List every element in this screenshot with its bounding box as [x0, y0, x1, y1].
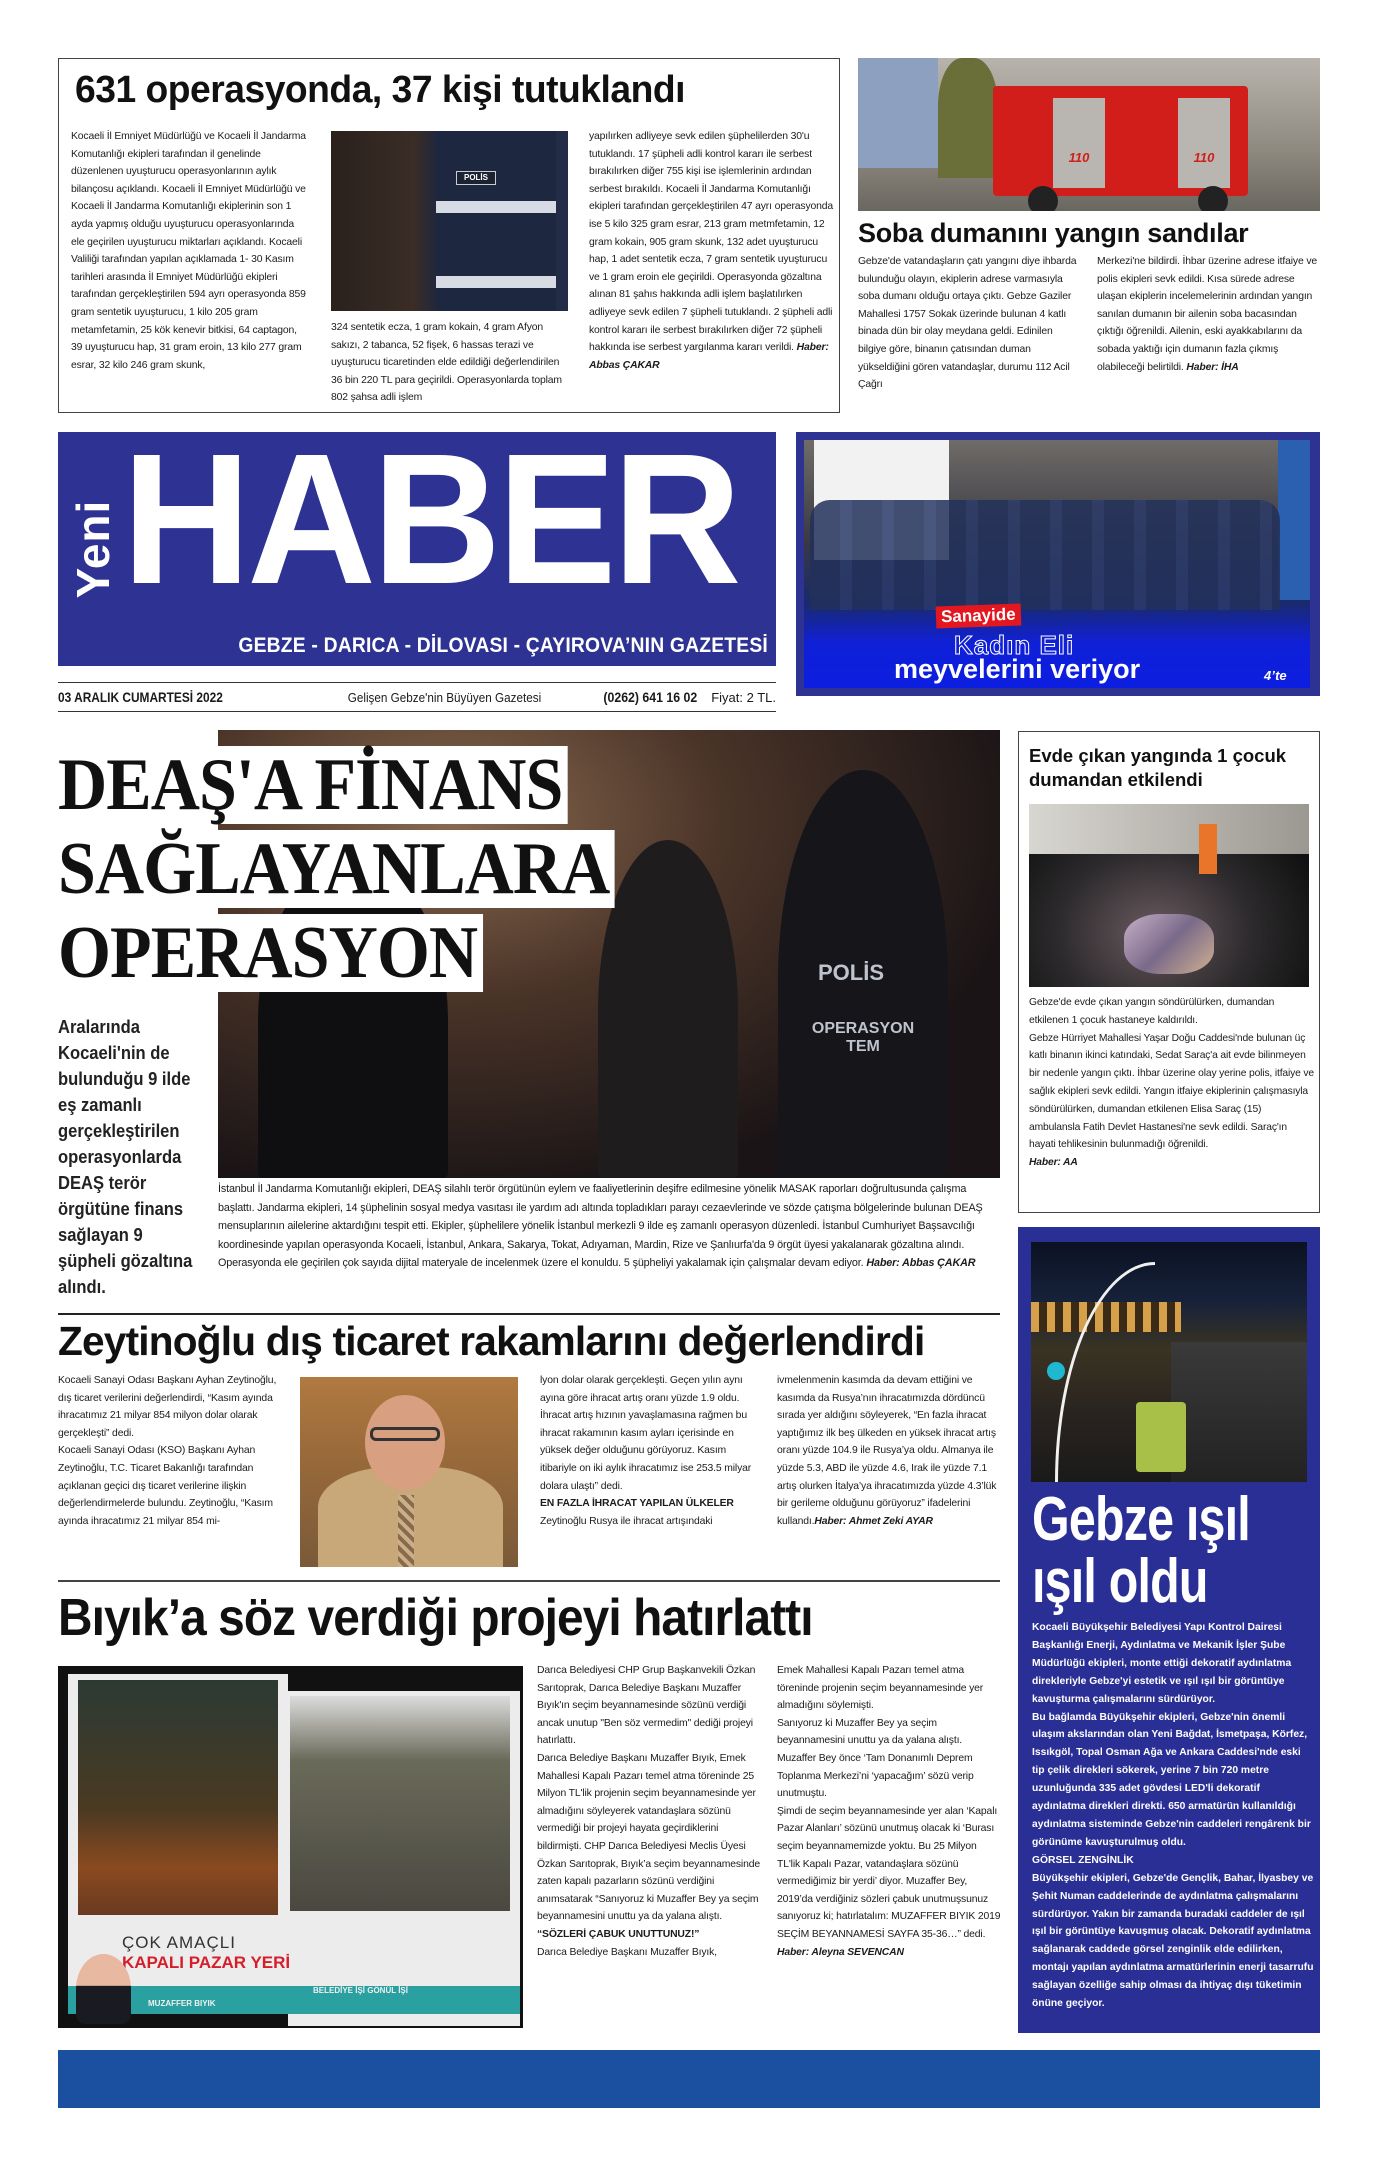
building-graphic	[858, 58, 938, 168]
top-story-column-1: Kocaeli İl Emniyet Müdürlüğü ve Kocaeli İl Jandarma Komutanlığı ekipleri tarafından il genelinde düzenlenen uyuşturucu operasyonlarının aylık bilançosu açıklandı. Kocaeli İl Emniyet Müdürlüğü ve Kocaeli İl Jandarma Komutanlığı ekiplerinin son 1 ayda yapmış olduğu uyuşturucu operasyonlarında ele geçirilen uyuşturucu miktarları açıklandı. Kocaeli Valiliği tarafından yapılan açıklamada 1- 30 Kasım tarihleri arasında İl Emniyet Müdürlüğü ekipleri tarafından gerçekleştirilen 594 ayrı operasyonda 859 gram sentetik uyuşturucu, 1 kilo 205 gram metamfetamin, 25 kök kenevir bitkisi, 64 captagon, 39 uyuşturucu hap, 31 gram eroin, 13 kilo 277 gram esrar, 32 kilo 246 gram skunk,	[71, 131, 306, 371]
mayor-portrait-graphic	[76, 1954, 131, 2024]
promo-kadin-eli[interactable]	[796, 432, 1320, 696]
truck-number: 110	[1053, 98, 1105, 188]
zeytinoglu-portrait-photo	[300, 1377, 518, 1567]
paragraph: Emek Mahallesi Kapalı Pazarı temel atma töreninde projenin seçim beyannamesinde yer almadığını söylemişti.	[777, 1665, 984, 1712]
paragraph: Kocaeli Sanayi Odası (KSO) Başkanı Ayhan Zeytinoğlu, T.C. Ticaret Bakanlığı tarafından açıklanan geçici dış ticaret verilerine ilişkin değerlendirmelerde bulundu. Zeytinoğlu, “Kasım ayında ihracatımız 21 milyar 854 mi-	[58, 1445, 273, 1527]
women-group-photo	[804, 440, 1310, 688]
burned-bed-graphic	[1124, 914, 1214, 974]
wheel-graphic	[1028, 186, 1058, 211]
deas-headline-line-2: SAĞLAYANLARA	[58, 830, 615, 908]
byline: Haber: Abbas ÇAKAR	[866, 1257, 976, 1270]
footer-color-bar	[58, 2050, 1320, 2108]
tie-graphic	[398, 1495, 414, 1567]
paragraph: Muzaffer Bey önce ‘Tam Donanımlı Deprem Toplanma Merkezi’ni ‘yapacağım’ sözü verip unutmuştu.	[777, 1752, 974, 1800]
promo-line-1: Kadın Eli	[954, 630, 1075, 660]
brochure-text: KAPALI PAZAR YERİ	[122, 1953, 291, 1972]
tree-graphic	[938, 58, 998, 178]
vest-text: OPERASYON TEM	[811, 1020, 915, 1055]
paragraph: lyon dolar olarak gerçekleşti. Geçen yılın aynı ayına göre ihracat artış oranı yüzde 1.9 oldu. İhracat artış hızının yavaşlamasına rağmen bu ihracat rakamının kasım ayları içerisinde en yüksek değer olduğunu görüyoruz. Kasım itibariyle on iki aylık ihracatımız ise 253.5 milyar dolara ulaştı” dedi.	[540, 1375, 752, 1492]
fire-story-headline: Soba dumanını yangın sandılar	[858, 218, 1249, 248]
night-street-photo	[1031, 1242, 1307, 1482]
zeytinoglu-column-3	[540, 1372, 765, 1530]
deas-body-text: İstanbul İl Jandarma Komutanlığı ekipleri, DEAŞ silahlı terör örgütünün eylem ve faaliyetlerinin deşifre edilmesine yönelik MASAK raporları doğrultusunda çalışma başlattı. Jandarma ekipleri, 14 şüphelinin sosyal medya vasıtası ile yardım adı altında topladıkları parayı cezaevlerinde ve sözde çatışma bölgelerinde bulunan DEAŞ mensuplarının ailelerine aktardığını tespit etti. Ekipler, şüphelilere yönelik İstanbul merkezli 9 ilde eş zamanlı operasyon düzenledi. İstanbul Cumhuriyet Başsavcılığı koordinesinde yapılan operasyonda Kocaeli, İstanbul, Ankara, Sakarya, Tokat, Adıyaman, Mardin, Rize ve Şanlıurfa'da 9 örgüt üyesi yakalanarak gözaltına alındı. Operasyonda ele geçirilen çok sayıda dijital materyale de incelenmek üzere el konuldu. 5 şüpheliyi yakalamak için çalışmalar devam ediyor.	[218, 1183, 983, 1270]
polis-badge: POLİS	[456, 171, 496, 185]
bus-graphic	[1136, 1402, 1186, 1472]
paragraph: Sanıyoruz ki Muzaffer Bey ya seçim beyannamesini unuttu ya da yalana alıştı.	[777, 1717, 963, 1747]
biyik-headline: Bıyık’a söz verdiği projeyi hatırlattı	[58, 1589, 813, 1647]
top-story-column-3-text: yapılırken adliyeye sevk edilen şüphelilerden 30'u tutuklandı. 17 şüpheli adli kontrol kararı ile serbest bırakılırken diğer 755 kişi ise işlemlerinin ardından serbest bırakıldı. Kocaeli İl Jandarma Komutanlığı ekipleri tarafından gerçekleştirilen 47 ayrı operasyonda ise 5 kilo 325 gram esrar, 213 gram metmfetamin, 12 gram kokain, 905 gram skunk, 132 adet uyuşturucu hap, 1 adet sentetik ecza, 7 gram sentetik uyuşturucu ve 1 gram eroin ele geçirildi. Operasyonda gözaltına alınan 81 şahıs hakkında adli işlem başlatılırken adliyeye sevk edilen 7 şüpheli tutuklandı. 2 şüpheli adli kontrol kararı ile serbest bırakılırken diğer 72 şüpheli hakkında ise serbest yargılanma kararı verildi.	[589, 131, 834, 354]
zeytinoglu-headline: Zeytinoğlu dış ticaret rakamlarını değerlendirdi	[58, 1318, 925, 1364]
phone-number: (0262) 641 16 02	[602, 689, 697, 705]
paragraph: Zeytinoğlu Rusya ile ihracat artışındaki	[540, 1515, 713, 1527]
promo-line-2: meyvelerini veriyor	[894, 654, 1141, 684]
paragraph: Kocaeli Sanayi Odası Başkanı Ayhan Zeytinoğlu, dış ticaret verilerini değerlendirdi, “Kasım ayında ihracatımız 21 milyar 854 milyon dolar olarak gerçekleşti” dedi.	[58, 1375, 277, 1439]
top-story-column-2: 324 sentetik ecza, 1 gram kokain, 4 gram Afyon sakızı, 2 tabanca, 52 fişek, 6 hassas terazi ve uyuşturucu ticaretinden elde edildiği değerlendirilen 36 bin 220 TL para geçirildi. Operasyonlarda toplam 802 şahsa adli işlem	[331, 322, 562, 404]
masthead-haber: HABER	[122, 432, 738, 623]
contact-price	[597, 689, 776, 705]
market-render-right	[290, 1696, 510, 1911]
people-graphic	[810, 500, 1280, 610]
zeytinoglu-column-4-text: ivmelenmenin kasımda da devam ettiğini ve kasımda da Rusya’nın ihracatımızda dördüncü sırada yer aldığını söyleyerek, “En fazla ihracat yaptığımız ilk beş ülkeden en yüksek ihracat artış oranı yüzde 104.9 ile Rusya’ya oldu. Almanya ile yüzde 5.3, ABD ile yüzde 4.6, Irak ile yüzde 7.1 artış olurken İtalya’ya ihracatımızda yüzde 4.3’lük bir gerileme olduğunu görüyoruz” ifadelerini kullandı.	[777, 1375, 997, 1527]
section-divider	[58, 1313, 1000, 1315]
road-graphic	[1171, 1342, 1307, 1482]
door-frame-graphic	[1199, 824, 1217, 874]
promo-tag: Sanayide	[936, 604, 1021, 629]
banner-graphic	[1278, 440, 1310, 600]
police-arrest-photo	[331, 131, 568, 311]
fire-story-column-1: Gebze'de vatandaşların çatı yangını diye ihbarda bulunduğu olayın, ekiplerin adrese varmasıyla soba dumanı olduğu ortaya çıktı. Gebze Gaziler Mahallesi 1757 Sokak üzerinde bulunan 4 katlı binada dün bir olay meydana geldi. Edinilen bilgiye göre, binanın çatısından duman yükseldiğini gören vatandaşlar, durumu 112 Acil Çağrı	[858, 256, 1077, 391]
paragraph: Gebze'de evde çıkan yangın söndürülürken, dumandan etkilenen 1 çocuk hastaneye kaldırıldı.	[1029, 997, 1275, 1026]
masthead-yeni: Yeni	[67, 499, 119, 599]
brochure-text: ÇOK AMAÇLI	[122, 1933, 236, 1952]
newspaper-slogan: Gelişen Gebze'nin Büyüyen Gazetesi	[347, 689, 542, 705]
glasses-graphic	[370, 1427, 440, 1441]
paragraph: Şimdi de seçim beyannamesinde yer alan ‘Kapalı Pazar Alanları’ sözünü unutmuş olacak ki ‘Burası seçim beyannamemizde yoktu. Bu 25 Milyon TL'lik Kapalı Pazar, vatandaşlara sözünü vermediğimiz bir yerdi’ diyor. Muzaffer Bey, 2019’da verdiğiniz sözleri çabuk unutmuşsunuz sanıyoruz ki; hatırlatalım: MUZAFFER BIYIK 2019 SEÇİM BEYANNAMESİ SAYFA 35-36…” dedi.	[777, 1805, 1001, 1940]
burned-room-photo	[1029, 804, 1309, 987]
paragraph: Darıca Belediyesi CHP Grup Başkanvekili Özkan Sarıtoprak, Darıca Belediye Başkanı Muzaffer Bıyık'ın seçim beyannamesinde sözünü verdiği ancak unutup "Ben söz vermedim" dediği projeyi hatırlattı.	[537, 1665, 756, 1747]
zeytinoglu-column-1	[58, 1372, 288, 1530]
price: Fiyat: 2 TL.	[711, 689, 776, 705]
byline: Haber: AA	[1029, 1157, 1078, 1169]
top-story-box	[58, 58, 840, 413]
sign-graphic	[1047, 1362, 1065, 1380]
byline: Haber: İHA	[1186, 361, 1239, 373]
house-fire-story-box	[1018, 731, 1320, 1213]
deas-headline-line-1: DEAŞ'A FİNANS	[58, 746, 568, 824]
byline: Haber: Abbas ÇAKAR	[589, 342, 829, 371]
brochure-text: BELEDİYE İŞİ GÖNÜL İŞİ	[313, 1986, 408, 1995]
biyik-column-2	[537, 1662, 762, 1961]
subheading: “SÖZLERİ ÇABUK UNUTTUNUZ!”	[537, 1928, 700, 1940]
gebze-body	[1032, 1619, 1314, 2013]
promo-page-ref: 4’te	[1264, 668, 1287, 683]
gebze-headline-line-2: ışıl oldu	[1032, 1547, 1208, 1616]
top-story-column-3	[589, 128, 834, 374]
truck-number: 110	[1178, 98, 1230, 188]
paragraph: Gebze Hürriyet Mahallesi Yaşar Doğu Caddesi'nde bulunan üç katlı binanın ikinci katındaki, Sedat Saraç'a ait evde bilinmeyen bir nedenle yangın çıktı. İhbar üzerine olay yerine polis, itfaiye ve sağlık ekipleri sevk edildi. Yangın itfaiye ekiplerinin çalışmasıyla söndürülürken, dumandan etkilenen Elisa Saraç (15) ambulansla Fatih Devlet Hastanesi'ne sevk edildi. Saraç'ın hayati tehlikesinin bulunmadığı öğrenildi.	[1029, 1032, 1314, 1151]
election-brochure-photo	[58, 1666, 523, 2028]
deas-headline-line-3: OPERASYON	[58, 914, 483, 992]
wall-graphic	[1029, 804, 1309, 854]
issue-date: 03 ARALIK CUMARTESİ 2022	[58, 689, 223, 705]
vest-stripe	[436, 276, 556, 288]
market-render-left	[78, 1680, 278, 1915]
paragraph: Bu bağlamda Büyükşehir ekipleri, Gebze'nin önemli ulaşım akslarından olan Yeni Bağdat, İsmetpaşa, Körfez, Issıkgöl, Topal Osman Ağa ve Ankara Caddesi'nde eski tip çelik direkleri sökerek, yerine 7 bin 720 metre uzunluğunda 335 adet gövdesi LED'li dekoratif aydınlatma direkleri direkti. 650 armatürün kullanıldığı aydınlatma sisteminde Gebze'nin caddeleri rengârenk bir görünüme kavuşturulmuş oldu.	[1032, 1711, 1311, 1848]
vest-stripe	[436, 201, 556, 213]
house-fire-body	[1029, 994, 1314, 1172]
fire-truck-photo	[858, 58, 1320, 211]
gebze-headline-line-1: Gebze ışıl	[1032, 1485, 1250, 1554]
biyik-column-3	[777, 1662, 1002, 1961]
gebze-lighting-story-box	[1018, 1227, 1320, 2033]
byline: Haber: Ahmet Zeki AYAR	[814, 1515, 933, 1527]
officer-graphic	[598, 840, 738, 1178]
masthead-logo	[58, 432, 776, 666]
vest-text: POLİS	[818, 960, 885, 985]
wheel-graphic	[1198, 186, 1228, 211]
deas-body	[218, 1180, 1000, 1273]
fire-story-column-2-text: Merkezi'ne bildirdi. İhbar üzerine adrese itfaiye ve polis ekipleri sevk edildi. Kısa sürede adrese ulaşan ekiplerin incelemelerinin ardından yangın sanılan dumanın bir ailenin soba bacasından çıktığı öğrenildi. Ailenin, eski ayakkabılarını da sobada yaktığı için dumanın fazla çıkmış olabileceği belirtildi.	[1097, 256, 1318, 373]
brochure-band	[68, 1986, 520, 2014]
paragraph: Darıca Belediye Başkanı Muzaffer Bıyık, Emek Mahallesi Kapalı Pazarı temel atma töreninde 25 Milyon TL'lik projenin seçim beyannamesinde yer almadığını söyleyerek vatandaşlara sözünü vermediği bir projeyi hayata geçirdiklerini bildirmişti. CHP Darıca Belediyesi Meclis Üyesi Özkan Sarıtoprak, Bıyık’a seçim beyannamesinde zaten kapalı pazarların sözünü verdiğini anımsatarak “Sanıyoruz ki Muzaffer Bey ya seçim beyannamesini unuttu ya da yalana alıştı.	[537, 1752, 760, 1923]
masthead-tagline: GEBZE - DARICA - DİLOVASI - ÇAYIROVA’NIN GAZETESİ	[238, 634, 769, 657]
paragraph: Kocaeli Büyükşehir Belediyesi Yapı Kontrol Dairesi Başkanlığı Enerji, Aydınlatma ve Mekanik İşler Şube Müdürlüğü ekipleri, monte ettiği dekoratif aydınlatma direkleriyle Gebze'yi estetik ve ışıl ışıl bir görüntüye kavuşturma çalışmalarını sürdürüyor.	[1032, 1622, 1292, 1705]
paragraph: Darıca Belediye Başkanı Muzaffer Bıyık,	[537, 1946, 717, 1958]
byline: Haber: Aleyna SEVENCAN	[777, 1946, 904, 1958]
head-graphic	[365, 1395, 445, 1490]
dateline-bar	[58, 682, 776, 712]
house-fire-headline: Evde çıkan yangında 1 çocuk dumandan etkilendi	[1029, 745, 1287, 790]
gebze-headline	[1032, 1485, 1250, 1616]
section-divider	[58, 1580, 1000, 1582]
subheading: GÖRSEL ZENGİNLİK	[1032, 1854, 1134, 1866]
subheading: EN FAZLA İHRACAT YAPILAN ÜLKELER	[540, 1498, 734, 1510]
fire-story-column-2	[1097, 253, 1322, 376]
paragraph: Büyükşehir ekipleri, Gebze'de Gençlik, Bahar, İlyasbey ve Şehit Numan caddelerinde de aydınlatma çalışmalarını sürdürüyor. Yakın bir zamanda buradaki caddeler de ışıl ışıl bir görüntüye kavuşmuş olacak. Dekoratif aydınlatma sağlanarak caddede görsel zenginlik elde edilirken, montajı yapılan aydınlatma armatürlerinin enerji tasarrufu sağlayan özelliğe sahip olması da ihtiyaç dışı tüketimin önüne geçiyor.	[1032, 1872, 1314, 2010]
deas-lead: Aralarında Kocaeli'nin de bulunduğu 9 ilde eş zamanlı gerçekleştirilen operasyonlarda DEAŞ terör örgütüne finans sağlayan 9 şüpheli gözaltına alındı.	[58, 1017, 193, 1297]
zeytinoglu-column-4	[777, 1372, 1002, 1530]
top-story-headline: 631 operasyonda, 37 kişi tutuklandı	[75, 69, 685, 111]
brochure-text: MUZAFFER BIYIK	[148, 1999, 216, 2008]
